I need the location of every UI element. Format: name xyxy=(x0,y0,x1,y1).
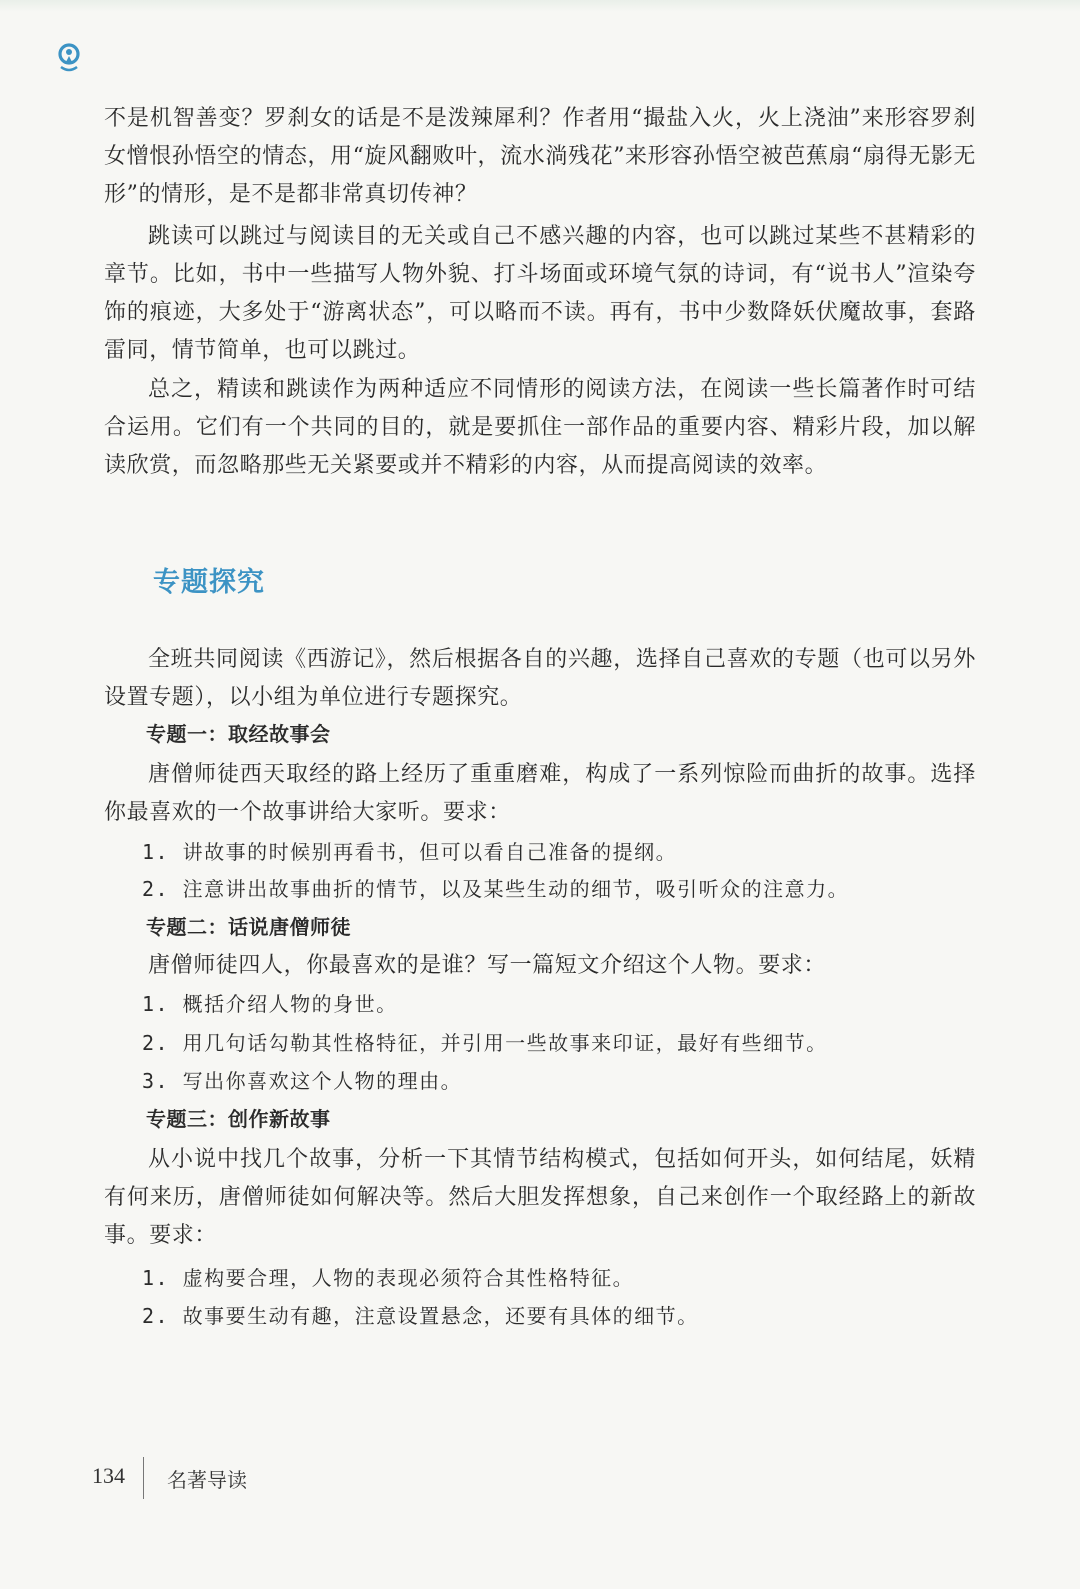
topic-3-requirement: 2. 故事要生动有趣，注意设置悬念，还要有具体的细节。 xyxy=(142,1304,699,1328)
topic-3-requirement: 1. 虚构要合理，人物的表现必须符合其性格特征。 xyxy=(142,1266,635,1290)
footer-book-title: 名著导读 xyxy=(167,1468,247,1492)
topic-2-description: 唐僧师徒四人，你最喜欢的是谁？写一篇短文介绍这个人物。要求： xyxy=(148,953,827,978)
section-intro: 全班共同阅读《西游记》，然后根据各自的兴趣，选择自己喜欢的专题（也可以另外设置专题），以小组为单位进行专题探究。 xyxy=(104,647,976,710)
paragraph-skim-reading: 跳读可以跳过与阅读目的无关或自己不感兴趣的内容，也可以跳过某些不甚精彩的章节。比如，书中一些描写人物外貌、打斗场面或环境气氛的诗词，有“说书人”渲染夸饰的痕迹，大多处于“游离状态”，可以略而不读。再有，书中少数降妖伏魔故事，套路雷同，情节简单，也可以跳过。 xyxy=(104,224,976,363)
topic-1-requirement: 1. 讲故事的时候别再看书，但可以看自己准备的提纲。 xyxy=(142,840,678,864)
paragraph-continued: 不是机智善变？罗刹女的话是不是泼辣犀利？作者用“撮盐入火，火上浇油”来形容罗刹女憎恨孙悟空的情态，用“旋风翻败叶，流水淌残花”来形容孙悟空被芭蕉扇“扇得无影无形”的情形，是不是都非常真切传神？ xyxy=(104,106,976,207)
page-number: 134 xyxy=(92,1463,125,1488)
topic-2-requirement: 1. 概括介绍人物的身世。 xyxy=(142,992,398,1016)
section-heading: 专题探究 xyxy=(153,567,265,598)
topic-3-description: 从小说中找几个故事，分析一下其情节结构模式，包括如何开头，如何结尾，妖精有何来历，唐僧师徒如何解决等。然后大胆发挥想象，自己来创作一个取经路上的新故事。要求： xyxy=(104,1147,976,1248)
paragraph-summary: 总之，精读和跳读作为两种适应不同情形的阅读方法，在阅读一些长篇著作时可结合运用。它们有一个共同的目的，就是要抓住一部作品的重要内容、精彩片段，加以解读欣赏，而忽略那些无关紧要或并不精彩的内容，从而提高阅读的效率。 xyxy=(104,377,976,478)
topic-2-title: 专题二：话说唐僧师徒 xyxy=(146,915,351,939)
page-top-edge xyxy=(0,0,1080,12)
topic-1-title: 专题一：取经故事会 xyxy=(146,722,331,746)
publisher-logo-icon xyxy=(52,40,86,74)
topic-1-description: 唐僧师徒西天取经的路上经历了重重磨难，构成了一系列惊险而曲折的故事。选择你最喜欢的一个故事讲给大家听。要求： xyxy=(104,762,976,825)
footer-divider xyxy=(143,1457,144,1499)
topic-2-requirement: 3. 写出你喜欢这个人物的理由。 xyxy=(142,1069,463,1093)
topic-2-requirement: 2. 用几句话勾勒其性格特征，并引用一些故事来印证，最好有些细节。 xyxy=(142,1031,828,1055)
topic-3-title: 专题三：创作新故事 xyxy=(146,1107,331,1131)
topic-1-requirement: 2. 注意讲出故事曲折的情节，以及某些生动的细节，吸引听众的注意力。 xyxy=(142,877,850,901)
